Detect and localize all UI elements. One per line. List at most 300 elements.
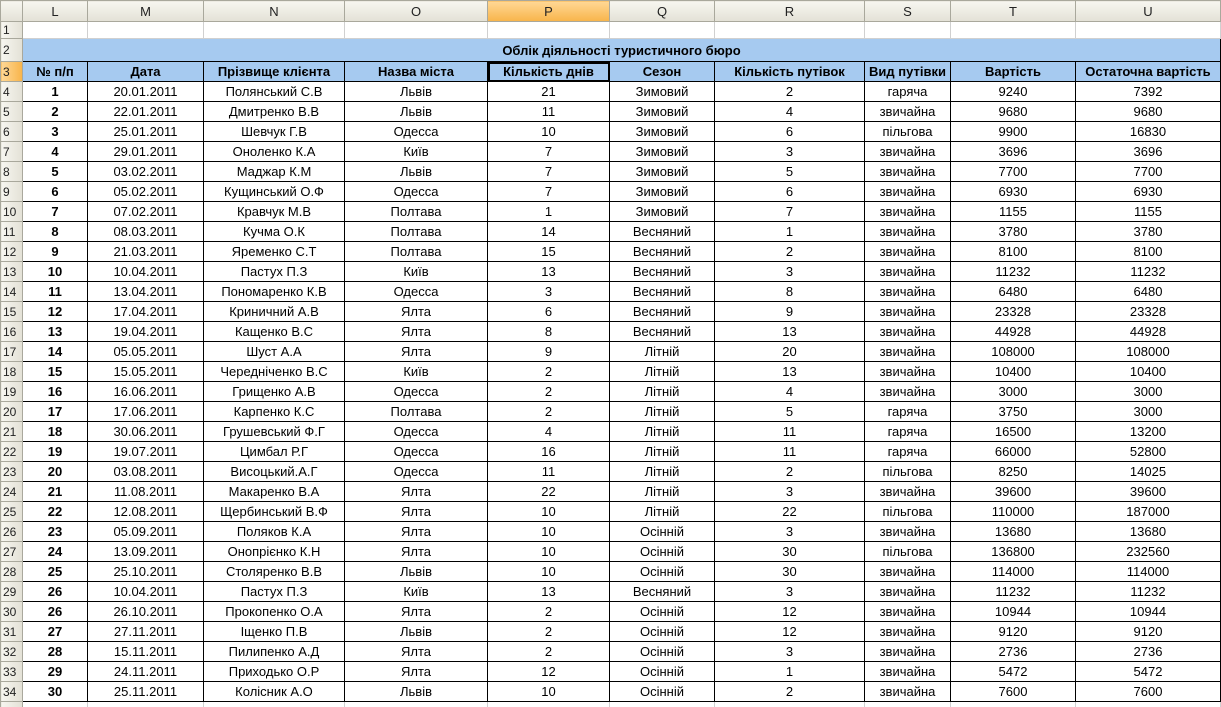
cell-city[interactable]: Одесса	[345, 422, 488, 442]
cell-date[interactable]: 08.03.2011	[88, 222, 204, 242]
cell-season[interactable]: Зимовий	[610, 162, 715, 182]
cell-date[interactable]: 12.08.2011	[88, 502, 204, 522]
cell-final-cost[interactable]: 5472	[1076, 662, 1221, 682]
cell-trip-type[interactable]: звичайна	[865, 562, 951, 582]
cell-number[interactable]: 26	[23, 602, 88, 622]
cell-date[interactable]: 25.11.2011	[88, 682, 204, 702]
cell-trip-type[interactable]: звичайна	[865, 582, 951, 602]
cell-client[interactable]: Поляков К.А	[204, 522, 345, 542]
cell-trips[interactable]: 12	[715, 602, 865, 622]
cell-city[interactable]: Ялта	[345, 322, 488, 342]
cell-days[interactable]: 11	[488, 462, 610, 482]
cell-client[interactable]: Пономаренко К.В	[204, 282, 345, 302]
cell-season[interactable]: Весняний	[610, 282, 715, 302]
cell-final-cost[interactable]: 11232	[1076, 262, 1221, 282]
cell-days[interactable]: 2	[488, 602, 610, 622]
column-header-q[interactable]: Q	[610, 1, 715, 22]
cell-city[interactable]: Полтава	[345, 402, 488, 422]
cell-cost[interactable]: 2736	[951, 642, 1076, 662]
row-header[interactable]: 24	[1, 482, 23, 502]
cell-trips[interactable]: 3	[715, 142, 865, 162]
cell-client[interactable]: Дмитренко В.В	[204, 102, 345, 122]
cell-date[interactable]: 11.08.2011	[88, 482, 204, 502]
cell-client[interactable]: Приходько О.Р	[204, 662, 345, 682]
cell-client[interactable]: Кучма О.К	[204, 222, 345, 242]
cell-trip-type[interactable]: пільгова	[865, 462, 951, 482]
cell-days[interactable]: 21	[488, 82, 610, 102]
cell-cost[interactable]: 7600	[951, 682, 1076, 702]
cell-trips[interactable]: 3	[715, 582, 865, 602]
cell-date[interactable]: 13.04.2011	[88, 282, 204, 302]
cell-final-cost[interactable]: 1155	[1076, 202, 1221, 222]
cell-number[interactable]: 15	[23, 362, 88, 382]
cell[interactable]	[951, 22, 1076, 39]
cell[interactable]	[488, 702, 610, 707]
cell-number[interactable]: 19	[23, 442, 88, 462]
cell-cost[interactable]: 110000	[951, 502, 1076, 522]
cell-trip-type[interactable]: гаряча	[865, 442, 951, 462]
cell-client[interactable]: Пастух П.З	[204, 582, 345, 602]
cell-trips[interactable]: 3	[715, 482, 865, 502]
cell-season[interactable]: Весняний	[610, 262, 715, 282]
cell-trips[interactable]: 2	[715, 462, 865, 482]
cell-trip-type[interactable]: звичайна	[865, 602, 951, 622]
cell-city[interactable]: Львів	[345, 82, 488, 102]
cell[interactable]	[715, 702, 865, 707]
cell-days[interactable]: 10	[488, 542, 610, 562]
cell-city[interactable]: Ялта	[345, 342, 488, 362]
cell-days[interactable]: 7	[488, 182, 610, 202]
cell[interactable]	[865, 702, 951, 707]
cell-number[interactable]: 2	[23, 102, 88, 122]
cell-city[interactable]: Полтава	[345, 222, 488, 242]
cell-date[interactable]: 19.07.2011	[88, 442, 204, 462]
cell-season[interactable]: Зимовий	[610, 202, 715, 222]
cell-season[interactable]: Весняний	[610, 322, 715, 342]
cell-days[interactable]: 2	[488, 362, 610, 382]
cell-final-cost[interactable]: 187000	[1076, 502, 1221, 522]
cell-final-cost[interactable]: 3780	[1076, 222, 1221, 242]
cell-trips[interactable]: 3	[715, 522, 865, 542]
cell-days[interactable]: 16	[488, 442, 610, 462]
cell-trips[interactable]: 13	[715, 362, 865, 382]
cell-days[interactable]: 2	[488, 642, 610, 662]
cell-cost[interactable]: 8250	[951, 462, 1076, 482]
cell-season[interactable]: Літній	[610, 462, 715, 482]
cell-number[interactable]: 14	[23, 342, 88, 362]
cell-client[interactable]: Кравчук М.В	[204, 202, 345, 222]
cell-city[interactable]: Київ	[345, 362, 488, 382]
cell[interactable]	[88, 702, 204, 707]
cell-final-cost[interactable]: 23328	[1076, 302, 1221, 322]
cell-cost[interactable]: 8100	[951, 242, 1076, 262]
cell-trips[interactable]: 2	[715, 682, 865, 702]
cell-season[interactable]: Осінній	[610, 642, 715, 662]
cell-days[interactable]: 10	[488, 562, 610, 582]
column-header-u[interactable]: U	[1076, 1, 1221, 22]
cell-number[interactable]: 25	[23, 562, 88, 582]
cell-season[interactable]: Літній	[610, 442, 715, 462]
cell-final-cost[interactable]: 114000	[1076, 562, 1221, 582]
cell-trips[interactable]: 11	[715, 422, 865, 442]
cell-trip-type[interactable]: звичайна	[865, 282, 951, 302]
cell-trip-type[interactable]: звичайна	[865, 222, 951, 242]
row-header[interactable]: 20	[1, 402, 23, 422]
cell-season[interactable]: Літній	[610, 402, 715, 422]
cell-cost[interactable]: 44928	[951, 322, 1076, 342]
cell-season[interactable]: Осінній	[610, 602, 715, 622]
cell[interactable]	[951, 702, 1076, 707]
column-header-p[interactable]: P	[488, 1, 610, 22]
cell-trips[interactable]: 2	[715, 242, 865, 262]
row-header[interactable]: 18	[1, 362, 23, 382]
row-header[interactable]: 13	[1, 262, 23, 282]
cell-number[interactable]: 5	[23, 162, 88, 182]
cell-season[interactable]: Весняний	[610, 582, 715, 602]
cell-final-cost[interactable]: 39600	[1076, 482, 1221, 502]
cell-trip-type[interactable]: звичайна	[865, 242, 951, 262]
row-header[interactable]: 22	[1, 442, 23, 462]
cell-client[interactable]: Оноленко К.А	[204, 142, 345, 162]
cell-trip-type[interactable]: звичайна	[865, 142, 951, 162]
cell-season[interactable]: Літній	[610, 482, 715, 502]
cell-trip-type[interactable]: звичайна	[865, 102, 951, 122]
cell-city[interactable]: Одесса	[345, 462, 488, 482]
cell-season[interactable]: Літній	[610, 382, 715, 402]
cell-final-cost[interactable]: 108000	[1076, 342, 1221, 362]
cell-date[interactable]: 10.04.2011	[88, 582, 204, 602]
cell-final-cost[interactable]: 3000	[1076, 402, 1221, 422]
cell-cost[interactable]: 136800	[951, 542, 1076, 562]
row-header[interactable]: 17	[1, 342, 23, 362]
cell-client[interactable]: Щербинський В.Ф	[204, 502, 345, 522]
header-client[interactable]: Прізвище клієнта	[204, 62, 345, 82]
cell-number[interactable]: 29	[23, 662, 88, 682]
row-header[interactable]: 11	[1, 222, 23, 242]
row-header[interactable]: 6	[1, 122, 23, 142]
cell-trip-type[interactable]: звичайна	[865, 322, 951, 342]
cell-trips[interactable]: 8	[715, 282, 865, 302]
cell-season[interactable]: Осінній	[610, 662, 715, 682]
cell-client[interactable]: Онопрієнко К.Н	[204, 542, 345, 562]
cell-trip-type[interactable]: звичайна	[865, 162, 951, 182]
cell-client[interactable]: Шуст А.А	[204, 342, 345, 362]
cell-number[interactable]: 6	[23, 182, 88, 202]
cell-date[interactable]: 27.11.2011	[88, 622, 204, 642]
cell-final-cost[interactable]: 7600	[1076, 682, 1221, 702]
cell-trip-type[interactable]: звичайна	[865, 642, 951, 662]
row-header[interactable]: 5	[1, 102, 23, 122]
cell-trips[interactable]: 12	[715, 622, 865, 642]
cell-season[interactable]: Зимовий	[610, 142, 715, 162]
row-header[interactable]: 31	[1, 622, 23, 642]
cell-date[interactable]: 20.01.2011	[88, 82, 204, 102]
cell[interactable]	[488, 22, 610, 39]
cell-client[interactable]: Пилипенко А.Д	[204, 642, 345, 662]
cell-days[interactable]: 11	[488, 102, 610, 122]
cell-number[interactable]: 8	[23, 222, 88, 242]
cell-client[interactable]: Столяренко В.В	[204, 562, 345, 582]
cell[interactable]	[204, 702, 345, 707]
cell-final-cost[interactable]: 3000	[1076, 382, 1221, 402]
cell-trips[interactable]: 7	[715, 202, 865, 222]
cell-trips[interactable]: 4	[715, 102, 865, 122]
cell-cost[interactable]: 1155	[951, 202, 1076, 222]
cell-days[interactable]: 22	[488, 482, 610, 502]
cell-number[interactable]: 11	[23, 282, 88, 302]
cell-final-cost[interactable]: 52800	[1076, 442, 1221, 462]
header-season[interactable]: Сезон	[610, 62, 715, 82]
cell-date[interactable]: 17.06.2011	[88, 402, 204, 422]
cell-days[interactable]: 10	[488, 502, 610, 522]
cell-date[interactable]: 13.09.2011	[88, 542, 204, 562]
row-header[interactable]	[1, 702, 23, 707]
cell-trips[interactable]: 22	[715, 502, 865, 522]
cell-date[interactable]: 25.01.2011	[88, 122, 204, 142]
cell-city[interactable]: Львів	[345, 622, 488, 642]
cell-final-cost[interactable]: 6930	[1076, 182, 1221, 202]
cell-date[interactable]: 16.06.2011	[88, 382, 204, 402]
cell-days[interactable]: 2	[488, 622, 610, 642]
column-header-t[interactable]: T	[951, 1, 1076, 22]
cell-trips[interactable]: 3	[715, 262, 865, 282]
cell-trip-type[interactable]: звичайна	[865, 362, 951, 382]
cell-cost[interactable]: 9900	[951, 122, 1076, 142]
column-header-s[interactable]: S	[865, 1, 951, 22]
cell-trips[interactable]: 6	[715, 182, 865, 202]
cell-date[interactable]: 25.10.2011	[88, 562, 204, 582]
cell-client[interactable]: Грищенко А.В	[204, 382, 345, 402]
cell-number[interactable]: 12	[23, 302, 88, 322]
cell-days[interactable]: 2	[488, 402, 610, 422]
cell-number[interactable]: 10	[23, 262, 88, 282]
cell-client[interactable]: Кащенко В.С	[204, 322, 345, 342]
cell-season[interactable]: Літній	[610, 362, 715, 382]
cell-date[interactable]: 21.03.2011	[88, 242, 204, 262]
cell-season[interactable]: Осінній	[610, 522, 715, 542]
cell-trip-type[interactable]: звичайна	[865, 262, 951, 282]
cell-client[interactable]: Чередніченко В.С	[204, 362, 345, 382]
cell-final-cost[interactable]: 16830	[1076, 122, 1221, 142]
column-header-l[interactable]: L	[23, 1, 88, 22]
cell-number[interactable]: 13	[23, 322, 88, 342]
cell-trip-type[interactable]: звичайна	[865, 622, 951, 642]
cell-cost[interactable]: 6930	[951, 182, 1076, 202]
cell-number[interactable]: 26	[23, 582, 88, 602]
cell-city[interactable]: Київ	[345, 582, 488, 602]
cell-cost[interactable]: 11232	[951, 582, 1076, 602]
cell-final-cost[interactable]: 9120	[1076, 622, 1221, 642]
cell-cost[interactable]: 3000	[951, 382, 1076, 402]
cell[interactable]	[204, 22, 345, 39]
cell-trips[interactable]: 2	[715, 82, 865, 102]
cell-city[interactable]: Полтава	[345, 242, 488, 262]
cell-client[interactable]: Шевчук Г.В	[204, 122, 345, 142]
cell-season[interactable]: Осінній	[610, 562, 715, 582]
cell[interactable]	[610, 702, 715, 707]
cell-trips[interactable]: 13	[715, 322, 865, 342]
row-header[interactable]: 33	[1, 662, 23, 682]
row-header[interactable]: 30	[1, 602, 23, 622]
row-header[interactable]: 23	[1, 462, 23, 482]
cell-days[interactable]: 10	[488, 682, 610, 702]
cell-date[interactable]: 03.08.2011	[88, 462, 204, 482]
cell-season[interactable]: Літній	[610, 342, 715, 362]
header-city[interactable]: Назва міста	[345, 62, 488, 82]
row-header[interactable]: 16	[1, 322, 23, 342]
cell-cost[interactable]: 11232	[951, 262, 1076, 282]
cell-client[interactable]: Кущинський О.Ф	[204, 182, 345, 202]
row-header[interactable]: 14	[1, 282, 23, 302]
row-header[interactable]: 10	[1, 202, 23, 222]
cell[interactable]	[345, 22, 488, 39]
cell-final-cost[interactable]: 3696	[1076, 142, 1221, 162]
row-header[interactable]: 4	[1, 82, 23, 102]
cell-city[interactable]: Ялта	[345, 502, 488, 522]
cell-date[interactable]: 15.05.2011	[88, 362, 204, 382]
header-number[interactable]: № п/п	[23, 62, 88, 82]
cell-cost[interactable]: 16500	[951, 422, 1076, 442]
cell-trip-type[interactable]: звичайна	[865, 382, 951, 402]
cell-client[interactable]: Прокопенко О.А	[204, 602, 345, 622]
cell-trips[interactable]: 3	[715, 642, 865, 662]
cell-trip-type[interactable]: пільгова	[865, 542, 951, 562]
header-final-cost[interactable]: Остаточна вартість	[1076, 62, 1221, 82]
cell-season[interactable]: Весняний	[610, 242, 715, 262]
cell-cost[interactable]: 5472	[951, 662, 1076, 682]
cell-number[interactable]: 20	[23, 462, 88, 482]
cell-final-cost[interactable]: 13200	[1076, 422, 1221, 442]
cell-final-cost[interactable]: 11232	[1076, 582, 1221, 602]
cell-trip-type[interactable]: звичайна	[865, 342, 951, 362]
cell-number[interactable]: 7	[23, 202, 88, 222]
cell-date[interactable]: 15.11.2011	[88, 642, 204, 662]
cell-cost[interactable]: 66000	[951, 442, 1076, 462]
cell-season[interactable]: Літній	[610, 422, 715, 442]
header-trips[interactable]: Кількість путівок	[715, 62, 865, 82]
row-header[interactable]: 27	[1, 542, 23, 562]
cell-trip-type[interactable]: гаряча	[865, 422, 951, 442]
cell-city[interactable]: Одесса	[345, 282, 488, 302]
cell-trips[interactable]: 1	[715, 222, 865, 242]
cell-number[interactable]: 24	[23, 542, 88, 562]
cell-final-cost[interactable]: 7700	[1076, 162, 1221, 182]
cell-city[interactable]: Львів	[345, 162, 488, 182]
cell-season[interactable]: Весняний	[610, 222, 715, 242]
cell-season[interactable]: Осінній	[610, 682, 715, 702]
cell-cost[interactable]: 7700	[951, 162, 1076, 182]
cell-cost[interactable]: 3750	[951, 402, 1076, 422]
cell-trip-type[interactable]: пільгова	[865, 122, 951, 142]
cell-season[interactable]: Зимовий	[610, 182, 715, 202]
cell-cost[interactable]: 3780	[951, 222, 1076, 242]
cell-city[interactable]: Ялта	[345, 522, 488, 542]
cell-final-cost[interactable]: 2736	[1076, 642, 1221, 662]
cell-cost[interactable]: 6480	[951, 282, 1076, 302]
row-header[interactable]: 25	[1, 502, 23, 522]
cell-client[interactable]: Макаренко В.А	[204, 482, 345, 502]
row-header[interactable]: 2	[1, 39, 23, 62]
cell-number[interactable]: 3	[23, 122, 88, 142]
cell-number[interactable]: 21	[23, 482, 88, 502]
cell[interactable]	[23, 702, 88, 707]
cell-client[interactable]: Маджар К.М	[204, 162, 345, 182]
cell-days[interactable]: 14	[488, 222, 610, 242]
header-trip-type[interactable]: Вид путівки	[865, 62, 951, 82]
cell-days[interactable]: 10	[488, 122, 610, 142]
cell-client[interactable]: Колісник А.О	[204, 682, 345, 702]
column-header-r[interactable]: R	[715, 1, 865, 22]
cell-date[interactable]: 26.10.2011	[88, 602, 204, 622]
row-header[interactable]: 29	[1, 582, 23, 602]
cell-trip-type[interactable]: пільгова	[865, 502, 951, 522]
header-cost[interactable]: Вартість	[951, 62, 1076, 82]
cell-date[interactable]: 24.11.2011	[88, 662, 204, 682]
row-header[interactable]: 12	[1, 242, 23, 262]
cell-trip-type[interactable]: звичайна	[865, 302, 951, 322]
cell-number[interactable]: 22	[23, 502, 88, 522]
cell-cost[interactable]: 13680	[951, 522, 1076, 542]
cell-trip-type[interactable]: гаряча	[865, 82, 951, 102]
cell-city[interactable]: Київ	[345, 142, 488, 162]
cell-trips[interactable]: 30	[715, 562, 865, 582]
cell-client[interactable]: Пастух П.З	[204, 262, 345, 282]
cell-season[interactable]: Літній	[610, 502, 715, 522]
cell-number[interactable]: 30	[23, 682, 88, 702]
cell-client[interactable]: Висоцький.А.Г	[204, 462, 345, 482]
cell-trips[interactable]: 30	[715, 542, 865, 562]
cell-trip-type[interactable]: звичайна	[865, 182, 951, 202]
cell-days[interactable]: 12	[488, 662, 610, 682]
cell-date[interactable]: 05.02.2011	[88, 182, 204, 202]
row-header[interactable]: 26	[1, 522, 23, 542]
cell-final-cost[interactable]: 7392	[1076, 82, 1221, 102]
cell-trips[interactable]: 11	[715, 442, 865, 462]
cell-days[interactable]: 7	[488, 162, 610, 182]
cell-trip-type[interactable]: звичайна	[865, 682, 951, 702]
cell-number[interactable]: 9	[23, 242, 88, 262]
cell-cost[interactable]: 3696	[951, 142, 1076, 162]
cell-client[interactable]: Іщенко П.В	[204, 622, 345, 642]
cell-days[interactable]: 1	[488, 202, 610, 222]
cell-final-cost[interactable]: 6480	[1076, 282, 1221, 302]
cell-date[interactable]: 10.04.2011	[88, 262, 204, 282]
cell-trips[interactable]: 4	[715, 382, 865, 402]
cell-season[interactable]: Осінній	[610, 622, 715, 642]
cell-number[interactable]: 4	[23, 142, 88, 162]
cell-days[interactable]: 10	[488, 522, 610, 542]
cell[interactable]	[865, 22, 951, 39]
row-header[interactable]: 15	[1, 302, 23, 322]
cell[interactable]	[1076, 702, 1221, 707]
cell-days[interactable]: 15	[488, 242, 610, 262]
cell[interactable]	[1076, 22, 1221, 39]
cell-city[interactable]: Львів	[345, 102, 488, 122]
cell-city[interactable]: Київ	[345, 262, 488, 282]
cell-city[interactable]: Одесса	[345, 182, 488, 202]
cell-trips[interactable]: 1	[715, 662, 865, 682]
cell-date[interactable]: 22.01.2011	[88, 102, 204, 122]
cell-days[interactable]: 4	[488, 422, 610, 442]
cell-trip-type[interactable]: звичайна	[865, 202, 951, 222]
column-header-n[interactable]: N	[204, 1, 345, 22]
cell-final-cost[interactable]: 10400	[1076, 362, 1221, 382]
cell-days[interactable]: 3	[488, 282, 610, 302]
cell-city[interactable]: Ялта	[345, 642, 488, 662]
cell-trips[interactable]: 6	[715, 122, 865, 142]
row-header[interactable]: 32	[1, 642, 23, 662]
cell-city[interactable]: Одесса	[345, 122, 488, 142]
